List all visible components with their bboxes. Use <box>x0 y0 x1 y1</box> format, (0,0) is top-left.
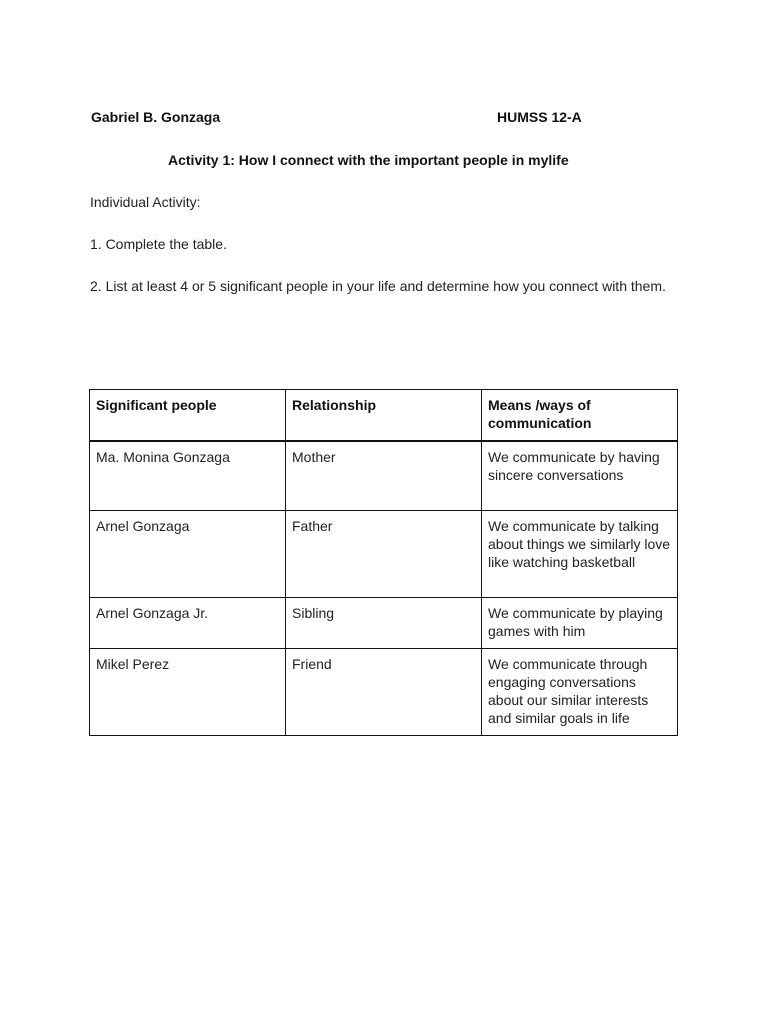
instruction-step-2: 2. List at least 4 or 5 significant people in your life and determine how you connect with them. <box>90 278 666 294</box>
header-means-of-communication: Means /ways of communication <box>482 390 678 442</box>
communication-cell: We communicate by having sincere conversations <box>482 441 678 511</box>
table-row <box>90 598 678 649</box>
significant-people-table <box>89 389 678 736</box>
header-relationship: Relationship <box>286 390 482 442</box>
relationship-cell: Father <box>286 511 482 598</box>
table-row <box>90 511 678 598</box>
table-row <box>90 441 678 511</box>
communication-cell: We communicate through engaging conversations about our similar interests and similar goals in life <box>482 649 678 736</box>
instruction-intro: Individual Activity: <box>90 194 201 210</box>
person-name-cell: Mikel Perez <box>90 649 286 736</box>
instruction-step-1: 1. Complete the table. <box>90 236 227 252</box>
person-name-cell: Ma. Monina Gonzaga <box>90 441 286 511</box>
class-section: HUMSS 12-A <box>497 109 582 125</box>
person-name-cell: Arnel Gonzaga <box>90 511 286 598</box>
table-header-row <box>90 390 678 442</box>
person-name-cell: Arnel Gonzaga Jr. <box>90 598 286 649</box>
table-row <box>90 649 678 736</box>
relationship-cell: Friend <box>286 649 482 736</box>
communication-cell: We communicate by playing games with him <box>482 598 678 649</box>
relationship-cell: Mother <box>286 441 482 511</box>
header-significant-people: Significant people <box>90 390 286 442</box>
student-name: Gabriel B. Gonzaga <box>91 109 221 125</box>
activity-title: Activity 1: How I connect with the important people in mylife <box>168 152 569 168</box>
communication-cell: We communicate by talking about things we similarly love like watching basketball <box>482 511 678 598</box>
relationship-cell: Sibling <box>286 598 482 649</box>
